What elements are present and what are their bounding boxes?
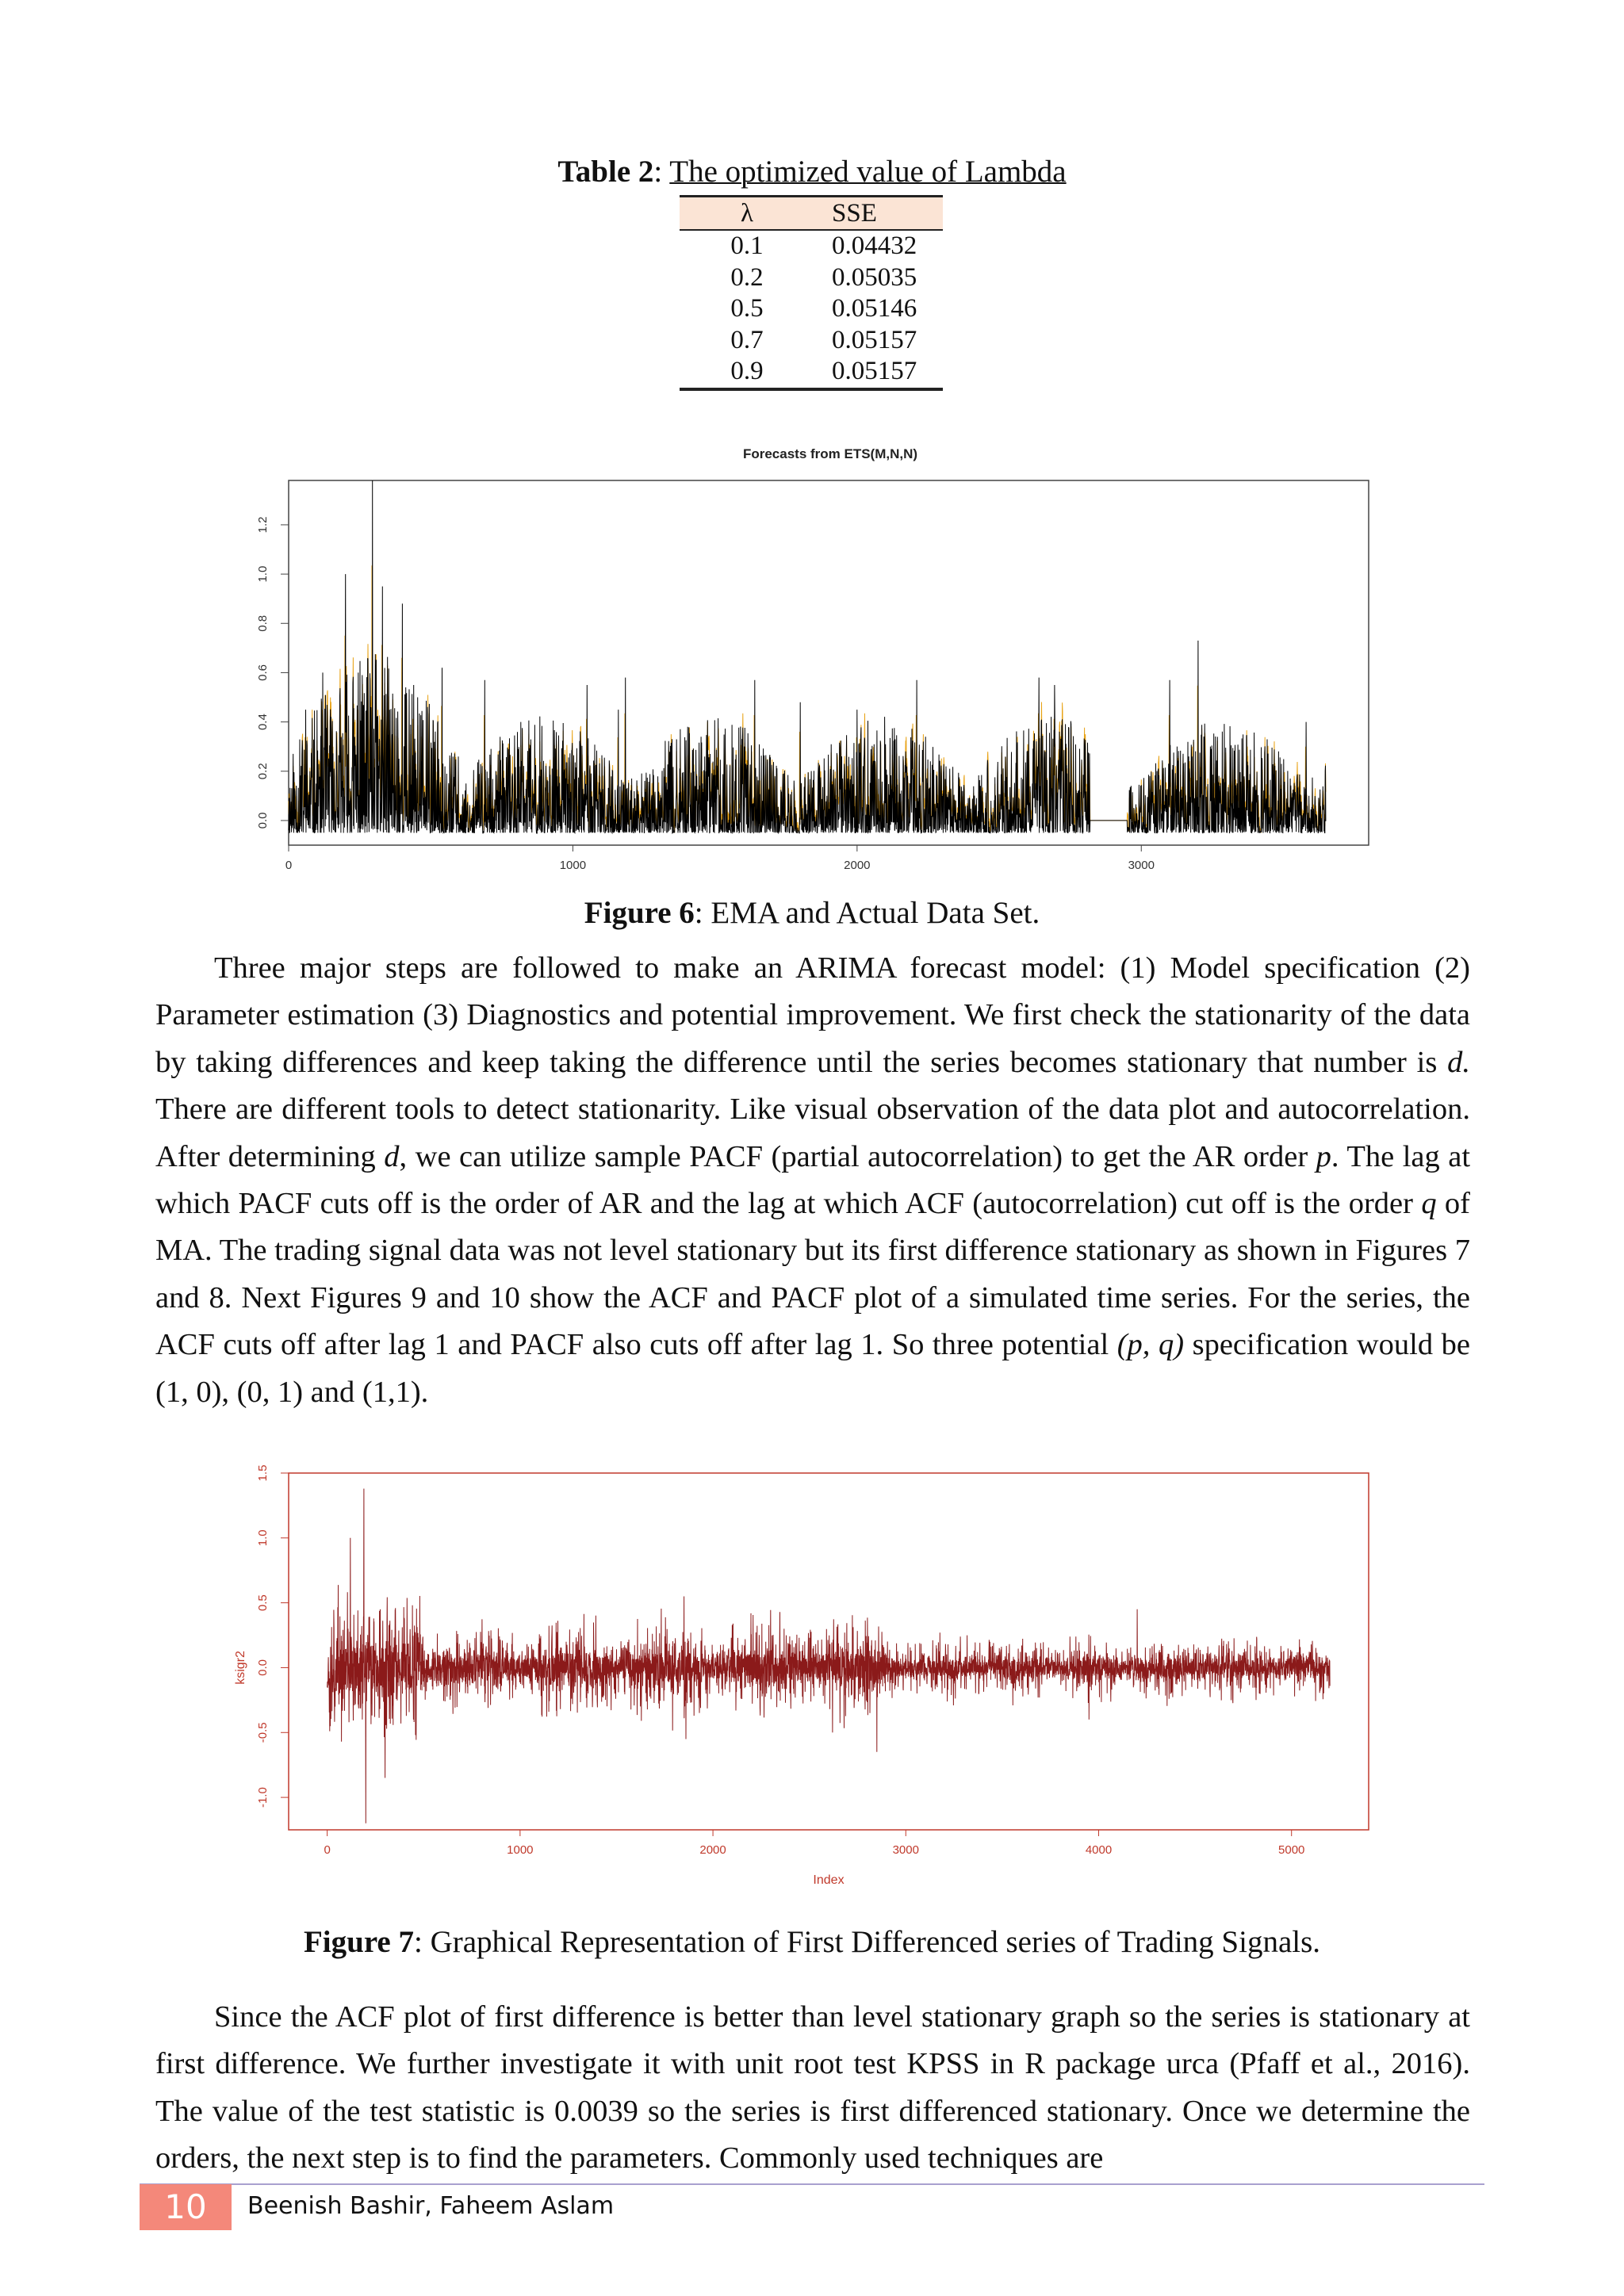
footer-authors: Beenish Bashir, Faheem Aslam — [247, 2192, 615, 2220]
x-tick-label: 3000 — [892, 1843, 919, 1857]
paragraph-text: . The lag at which PACF cuts off is the order of AR and the lag at which ACF (autocorrelation) cut off is the order — [155, 1139, 1471, 1221]
table-caption-sep: : — [653, 155, 670, 189]
y-tick-label: 0.2 — [256, 763, 270, 780]
x-tick-label: 0 — [324, 1843, 331, 1857]
figure7-caption-label: Figure 7 — [303, 1925, 414, 1959]
table-caption-text: The optimized value of Lambda — [669, 155, 1067, 189]
x-tick-label: 4000 — [1085, 1843, 1113, 1857]
x-tick-label: 2000 — [844, 859, 871, 872]
table-caption — [0, 152, 1624, 192]
table-cell-lambda: 0.2 — [730, 262, 764, 292]
y-tick-label: 1.5 — [256, 1464, 270, 1482]
y-tick-label: 0.6 — [256, 664, 270, 681]
table-header-sse: SSE — [814, 197, 943, 231]
y-tick-label: 1.2 — [256, 516, 270, 534]
actual-series-line — [289, 480, 1326, 833]
plot-frame — [289, 1473, 1369, 1830]
differenced-series-chart — [230, 1457, 1388, 1901]
y-tick-label: 0.0 — [256, 1659, 270, 1676]
table-row — [680, 356, 943, 389]
figure6-caption-label: Figure 6 — [584, 896, 695, 930]
paragraph-italic: d. — [1447, 1045, 1470, 1079]
body-paragraph-arima — [155, 945, 1470, 1416]
figure6-caption-text: : EMA and Actual Data Set. — [694, 896, 1040, 930]
paragraph-text: , we can utilize sample PACF (partial autocorrelation) to get the AR order — [399, 1139, 1316, 1173]
x-tick-label: 1000 — [559, 859, 587, 872]
table-header-row — [680, 197, 943, 231]
x-tick-label: 5000 — [1278, 1843, 1305, 1857]
paragraph-italic: (p, q) — [1116, 1328, 1185, 1362]
table-cell-lambda: 0.1 — [730, 232, 764, 261]
footer-divider — [140, 2183, 1484, 2185]
x-axis-label: Index — [813, 1873, 845, 1887]
paragraph-italic: p — [1316, 1139, 1331, 1173]
paragraph-italic: d — [384, 1139, 400, 1173]
ets-forecast-chart — [230, 434, 1388, 880]
y-axis-label: ksigr2 — [234, 1651, 247, 1685]
table-cell-lambda: 0.5 — [730, 294, 764, 323]
y-tick-label: -1.0 — [256, 1787, 270, 1808]
body-paragraph-kpss — [155, 1994, 1470, 2183]
table-row — [680, 293, 943, 325]
table-cell-lambda: 0.7 — [730, 325, 764, 354]
table-cell-sse: 0.04432 — [832, 232, 917, 261]
table-cell-lambda: 0.9 — [680, 356, 814, 389]
paragraph-text: There are different tools to detect stationarity. Like visual observation of the data plot and autocorrelation. After determining — [155, 1093, 1470, 1173]
y-tick-label: 1.0 — [256, 565, 270, 583]
x-tick-label: 3000 — [1128, 859, 1155, 872]
figure7-caption — [0, 1923, 1624, 1962]
x-tick-label: 0 — [285, 859, 293, 872]
x-tick-label: 1000 — [507, 1843, 534, 1857]
table-row — [680, 230, 943, 262]
paragraph-text: of MA. The trading signal data was not level stationary but its first difference stationary as shown in Figures 7 and 8. Next Figures 9 and 10 show the ACF and PACF plot of a simulated time series. For the series, the ACF cuts off after lag 1 and PACF also cuts off after lag 1. So three potential — [155, 1187, 1471, 1362]
differenced-series-line — [327, 1489, 1331, 1823]
lambda-sse-table — [680, 195, 943, 391]
paragraph-text: Three major steps are followed to make an ARIMA forecast model: (1) Model specification (2) Parameter estimation (3) Diagnostics and potential improvement. We first check the stationarity of the data by taking differences and keep taking the difference until the series becomes stationary that number is — [155, 951, 1470, 1079]
table-cell-sse: 0.05157 — [832, 325, 917, 354]
x-tick-label: 2000 — [699, 1843, 726, 1857]
page-number: 10 — [140, 2184, 232, 2230]
table-cell-sse: 0.05035 — [832, 262, 917, 292]
y-tick-label: 0.5 — [256, 1594, 270, 1612]
y-tick-label: 0.4 — [256, 714, 270, 731]
y-tick-label: 0.8 — [256, 614, 270, 632]
figure6-caption — [0, 894, 1624, 933]
paragraph-italic: q — [1421, 1187, 1437, 1221]
y-tick-label: 0.0 — [256, 812, 270, 829]
chart-title: Forecasts from ETS(M,N,N) — [742, 446, 918, 461]
table-row — [680, 325, 943, 357]
paragraph-text: specification would be (1, 0), (0, 1) and (1,1). — [155, 1328, 1470, 1409]
paragraph-text: Since the ACF plot of first difference is better than level stationary graph so the series is stationary at first difference. We further investigate it with unit root test KPSS in R package urca (Pfaff et al., 2016). The value of the test statistic is 0.0039 so the series is first differenced stationary. Once we determine the orders, the next step is to find the parameters. Commonly used techniques are — [155, 2000, 1470, 2175]
y-tick-label: -0.5 — [256, 1722, 270, 1743]
table-header-lambda: λ — [680, 197, 814, 231]
table-caption-label: Table 2 — [557, 155, 654, 189]
y-tick-label: 1.0 — [256, 1529, 270, 1547]
table-cell-sse: 0.05157 — [814, 356, 943, 389]
table-cell-sse: 0.05146 — [832, 294, 917, 323]
table-row — [680, 262, 943, 294]
figure7-caption-text: : Graphical Representation of First Differenced series of Trading Signals. — [413, 1925, 1321, 1959]
